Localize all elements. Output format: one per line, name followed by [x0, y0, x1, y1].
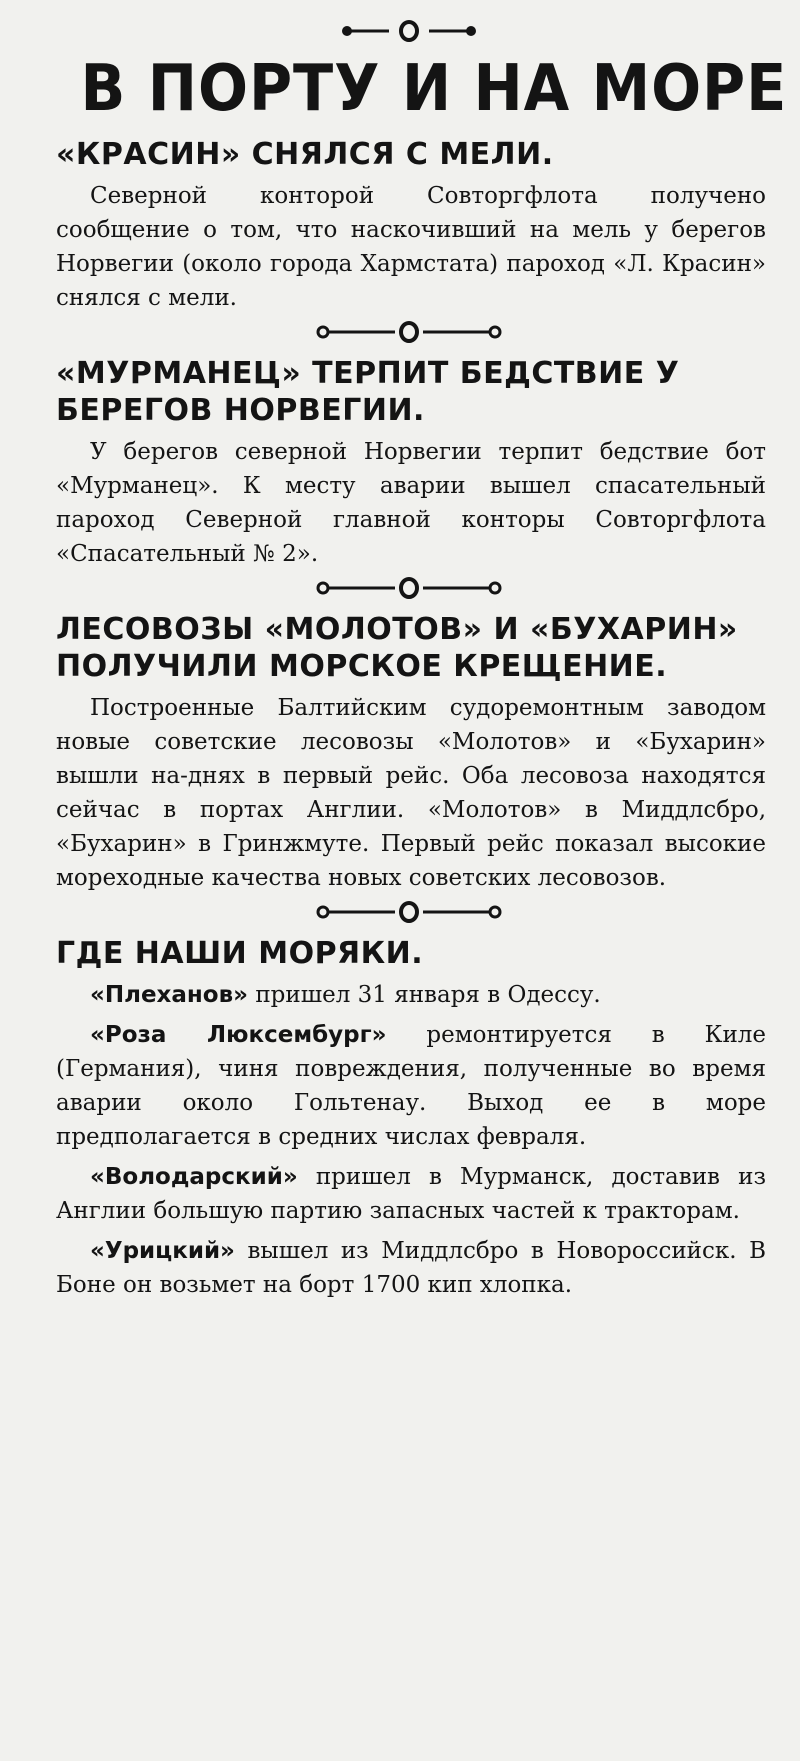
- article-krasin: [52, 136, 766, 315]
- ship-name: «Плеханов»: [90, 982, 249, 1008]
- article-headline: ГДЕ НАШИ МОРЯКИ.: [56, 936, 424, 971]
- article-body: Построенные Балтийским судоремонтным заводом новые советские лесовозы «Молотов» и «Бухарин» вышли на-днях в первый рейс. Оба лесовоза находятся сейчас в портах Англии. «Молотов» в Миддлсбро, «Бухарин» в Гринжмуте. Первый рейс показал высокие мореходные качества новых советских лесовозов.: [56, 695, 766, 891]
- news-item: [56, 1018, 766, 1154]
- news-text: вышел из Миддлсбро в Новороссийск. В Боне он возьмет на борт 1700 кип хлопка.: [56, 1238, 766, 1298]
- ornament-divider: [52, 315, 766, 349]
- ornament-divider: [52, 895, 766, 929]
- news-item: [56, 1234, 766, 1302]
- article-body: У берегов северной Норвегии терпит бедствие бот «Мурманец». К месту аварии вышел спасательный пароход Северной главной конторы Совторгфлота «Спасательный № 2».: [56, 439, 766, 567]
- article-lesovozy: [52, 611, 766, 895]
- top-ornament-divider: [52, 14, 766, 48]
- ship-name: «Роза Люксембург»: [90, 1022, 387, 1048]
- article-headline: «КРАСИН» СНЯЛСЯ С МЕЛИ.: [56, 137, 554, 172]
- article-headline: ЛЕСОВОЗЫ «МОЛОТОВ» И «БУХАРИН» ПОЛУЧИЛИ МОРСКОЕ КРЕЩЕНИЕ.: [56, 612, 738, 684]
- ship-name: «Володарский»: [90, 1164, 298, 1190]
- ship-name: «Урицкий»: [90, 1238, 235, 1264]
- news-text: пришел в Мурманск, доставив из Англии большую партию запасных частей к тракторам.: [56, 1164, 766, 1224]
- article-murmanets: [52, 355, 766, 571]
- article-sailors: [52, 935, 766, 1302]
- news-item: [56, 1160, 766, 1228]
- article-headline: «МУРМАНЕЦ» ТЕРПИТ БЕДСТВИЕ У БЕРЕГОВ НОРВЕГИИ.: [56, 356, 680, 428]
- news-item: [56, 978, 766, 1012]
- article-body: Северной конторой Совторгфлота получено сообщение о том, что наскочивший на мель у берегов Норвегии (около города Хармстата) пароход «Л. Красин» снялся с мели.: [56, 183, 766, 311]
- ornament-divider: [52, 571, 766, 605]
- news-text: пришел 31 января в Одессу.: [248, 982, 601, 1008]
- page-title: В ПОРТУ И НА МОРЕ: [80, 52, 788, 126]
- news-text: ремонтируется в Киле (Германия), чиня повреждения, полученные во время аварии около Гольтенау. Выход ее в море предполагается в средних числах февраля.: [56, 1022, 767, 1150]
